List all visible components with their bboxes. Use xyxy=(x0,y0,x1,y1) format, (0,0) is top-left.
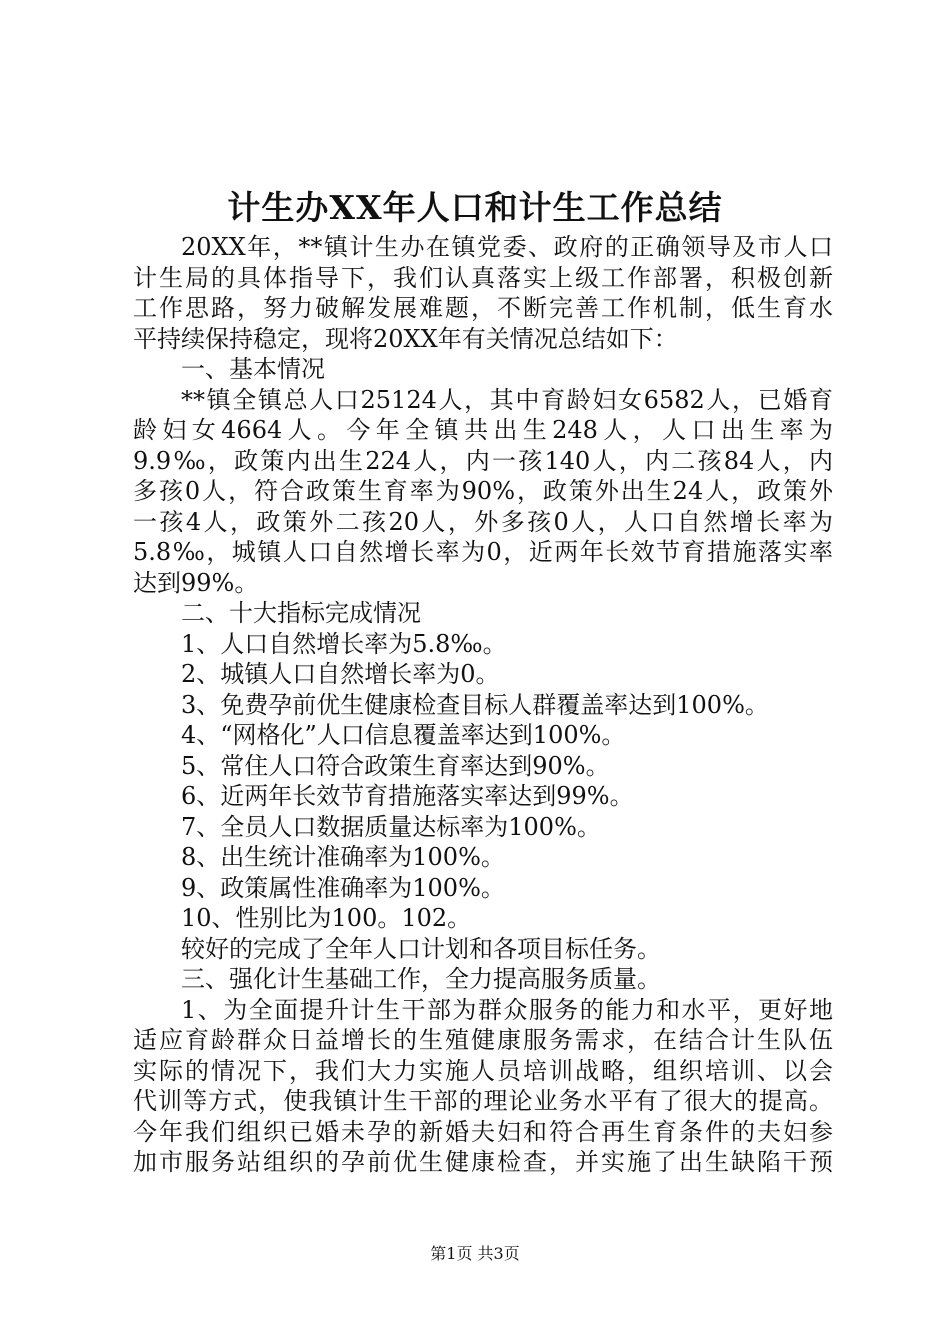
document-title: 计生办XX年人口和计生工作总结 xyxy=(227,188,723,227)
paragraph-line: 5.8‰，城镇人口自然增长率为0，近两年长效节育措施落实率 xyxy=(133,538,833,566)
section-heading: 二、十大指标完成情况 xyxy=(181,599,421,627)
paragraph-line: 工作思路，努力破解发展难题，不断完善工作机制，低生育水 xyxy=(133,294,833,322)
section-heading: 三、强化计生基础工作，全力提高服务质量。 xyxy=(181,965,661,993)
paragraph-line: 平持续保持稳定，现将20XX年有关情况总结如下： xyxy=(133,324,678,353)
list-item: 1、人口自然增长率为5.8‰。 xyxy=(181,629,507,658)
list-item: 2、城镇人口自然增长率为0。 xyxy=(181,660,500,688)
page-footer: 第1页 共3页 xyxy=(430,1244,520,1263)
paragraph-line: **镇全镇总人口25124人，其中育龄妇女6582人，已婚育 xyxy=(181,385,833,414)
paragraph-line: 达到99%。 xyxy=(133,568,259,597)
paragraph-line: 较好的完成了全年人口计划和各项目标任务。 xyxy=(181,934,661,963)
list-item: 9、政策属性准确率为100%。 xyxy=(181,873,505,902)
paragraph-line: 一孩4人，政策外二孩20人，外多孩0人，人口自然增长率为 xyxy=(133,507,833,536)
paragraph-line: 龄妇女4664人。今年全镇共出生248人，人口出生率为 xyxy=(133,416,833,444)
paragraph-line: 1、为全面提升计生干部为群众服务的能力和水平，更好地 xyxy=(181,995,833,1024)
paragraph-line: 多孩0人，符合政策生育率为90%，政策外出生24人，政策外 xyxy=(133,477,833,505)
document-body xyxy=(133,232,833,1178)
paragraph-line: 实际的情况下，我们大力实施人员培训战略，组织培训、以会 xyxy=(133,1056,833,1085)
paragraph-line: 适应育龄群众日益增长的生殖健康服务需求，在结合计生队伍 xyxy=(133,1026,833,1054)
list-item: 7、全员人口数据质量达标率为100%。 xyxy=(181,812,601,841)
paragraph-line: 加市服务站组织的孕前优生健康检查，并实施了出生缺陷干预 xyxy=(133,1148,833,1176)
paragraph-line: 9.9‰，政策内出生224人，内一孩140人，内二孩84人，内 xyxy=(133,446,833,475)
list-item: 10、性别比为100。102。 xyxy=(181,904,472,932)
paragraph-line: 计生局的具体指导下，我们认真落实上级工作部署，积极创新 xyxy=(133,263,833,292)
paragraph-line: 今年我们组织已婚未孕的新婚夫妇和符合再生育条件的夫妇参 xyxy=(133,1117,833,1146)
list-item: 5、常住人口符合政策生育率达到90%。 xyxy=(181,751,610,780)
paragraph-line: 20XX年，**镇计生办在镇党委、政府的正确领导及市人口 xyxy=(181,233,833,261)
section-heading: 一、基本情况 xyxy=(181,355,325,383)
paragraph-line: 代训等方式，使我镇计生干部的理论业务水平有了很大的提高。 xyxy=(133,1087,833,1115)
list-item: 4、“网格化”人口信息覆盖率达到100%。 xyxy=(181,721,626,749)
list-item: 8、出生统计准确率为100%。 xyxy=(181,843,505,871)
list-item: 6、近两年长效节育措施落实率达到99%。 xyxy=(181,782,634,810)
list-item: 3、免费孕前优生健康检查目标人群覆盖率达到100%。 xyxy=(181,690,769,719)
